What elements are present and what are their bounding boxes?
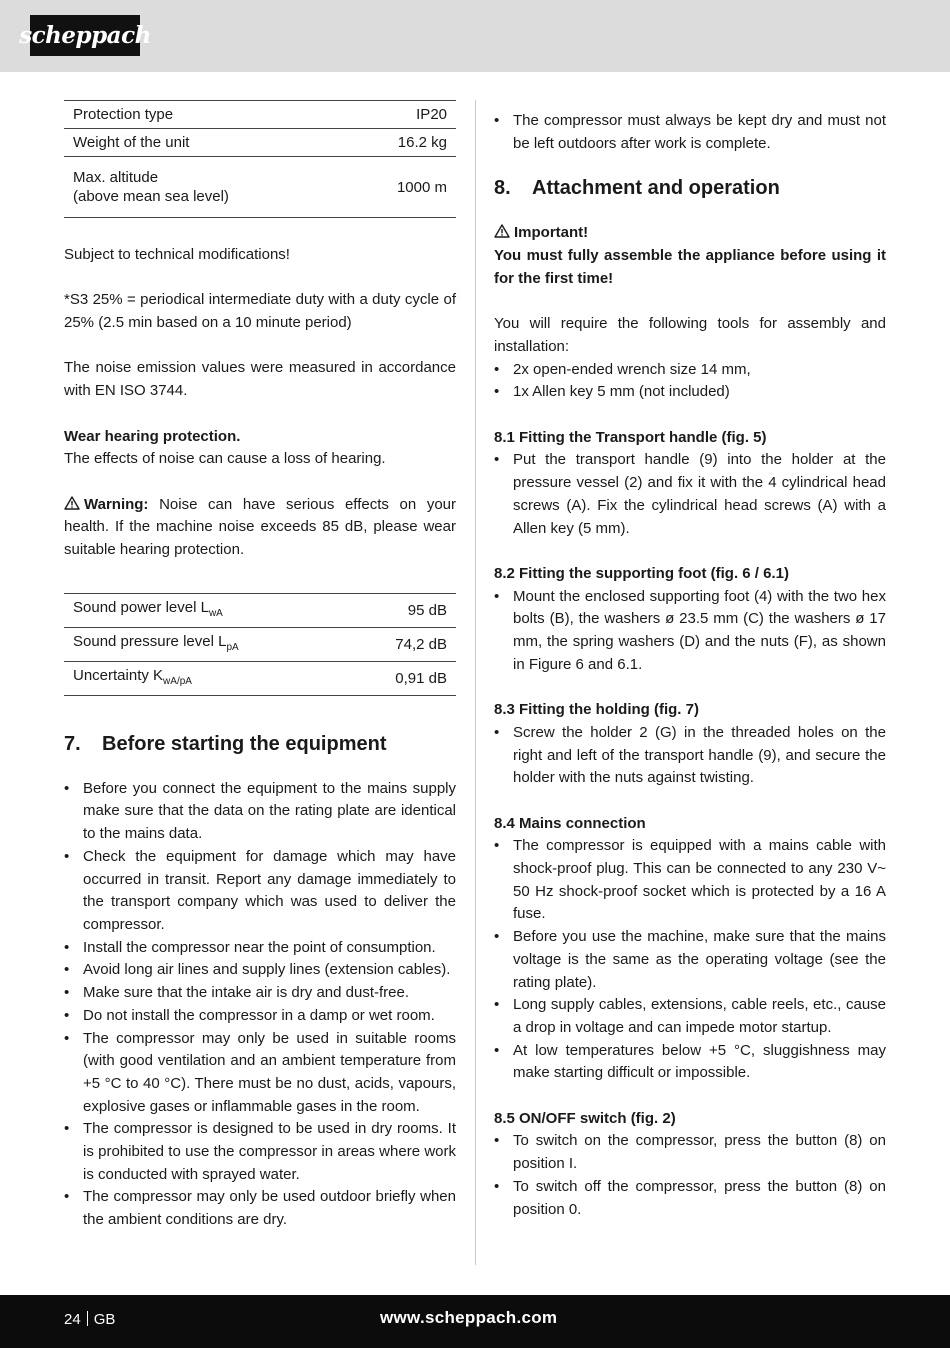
spec-label: [64, 157, 346, 218]
warning-triangle-icon: [494, 224, 510, 238]
scheppach-logo: scheppach: [30, 15, 140, 56]
important-text: You must fully assemble the appliance before using it for the first time!: [494, 247, 886, 287]
important-notice: [494, 222, 886, 245]
list-item: • Screw the holder 2 (G) in the threaded holes on the right and left of the transport handle (9), and secure the holder with the nuts against twisting.: [494, 722, 886, 790]
table-row: [64, 627, 456, 661]
list-item: • The compressor may only be used in suitable rooms (with good ventilation and an ambient temperature from +5 °C to 40 °C). There must be no dust, acids, vapours, explosive gases or inflammable gases in the room.: [64, 1028, 456, 1119]
section-title: Attachment and operation: [532, 177, 780, 200]
noise-measurement-note: The noise emission values were measured in accordance with EN ISO 3744.: [64, 359, 456, 400]
subsection-8-2-title: 8.2 Fitting the supporting foot (fig. 6 / 6.1): [494, 564, 789, 582]
list-item: • 2x open-ended wrench size 14 mm,: [494, 359, 886, 382]
subsection-8-3-title: 8.3 Fitting the holding (fig. 7): [494, 701, 699, 719]
section-number: 8.: [494, 177, 511, 200]
spec-label-line: (above mean sea level): [73, 188, 229, 205]
subsection-8-1-title: 8.1 Fitting the Transport handle (fig. 5): [494, 428, 767, 446]
list-item: • Check the equipment for damage which may have occurred in transit. Report any damage immediately to the transport company which was used to deliver the compressor.: [64, 846, 456, 937]
list-item: • 1x Allen key 5 mm (not included): [494, 381, 886, 404]
page-number: 24: [64, 1311, 81, 1328]
sound-label-subscript: wA/pA: [163, 675, 192, 687]
subsection-8-3-list: [494, 722, 886, 790]
page-header: [0, 0, 950, 72]
subsection-8-5-list: [494, 1130, 886, 1221]
dry-storage-list: [494, 110, 886, 155]
sound-label-subscript: wA: [208, 607, 223, 619]
left-column: [64, 100, 456, 1232]
sound-label: [64, 627, 348, 661]
sound-label-text: Sound power level L: [73, 598, 209, 616]
technical-data-table: [64, 100, 456, 218]
list-item: • To switch off the compressor, press the button (8) on position 0.: [494, 1176, 886, 1221]
technical-modifications-note: Subject to technical modifications!: [64, 246, 290, 263]
warning-label: Warning:: [84, 495, 149, 513]
section-title: Before starting the equipment: [102, 732, 387, 755]
subsection-8-4-title: 8.4 Mains connection: [494, 814, 646, 832]
subsection-8-2-list: [494, 586, 886, 677]
website-url: www.scheppach.com: [380, 1308, 558, 1327]
spec-value: 1000 m: [346, 157, 456, 218]
sound-values-table: [64, 593, 456, 696]
list-item: • Before you use the machine, make sure that the mains voltage is the same as the operating voltage (see the rating plate).: [494, 926, 886, 994]
hearing-protection-text: The effects of noise can cause a loss of hearing.: [64, 450, 386, 468]
list-item: • The compressor is designed to be used in dry rooms. It is prohibited to use the compressor in areas where work is conducted with sprayed water.: [64, 1118, 456, 1186]
spec-value: 16.2 kg: [346, 129, 456, 157]
subsection-8-4-list: [494, 835, 886, 1085]
warning-text: Noise can have serious effects on your health. If the machine noise exceeds 85 dB, please wear suitable hearing protection.: [64, 495, 456, 559]
section-8-heading: [494, 175, 886, 201]
list-item: • Put the transport handle (9) into the holder at the pressure vessel (2) and fix it with the 4 cylindrical head screws (A). Fix the cylindrical head screws (A) with a Allen key (5 mm).: [494, 449, 886, 540]
important-label: Important!: [514, 224, 589, 242]
warning-triangle-icon: [64, 496, 80, 510]
list-item: • Mount the enclosed supporting foot (4) with the two hex bolts (B), the washers ø 23.5 mm (C) the washers ø 17 mm, the spring washers (D) and the nuts (F), as shown in Figure 6 and 6.1.: [494, 586, 886, 677]
hearing-protection-title: Wear hearing protection.: [64, 427, 241, 445]
sound-label: [64, 661, 348, 695]
page-footer: [0, 1295, 950, 1348]
sound-label: [64, 593, 348, 627]
sound-value: 0,91 dB: [348, 661, 456, 695]
right-column: [494, 110, 886, 1221]
spec-label: Protection type: [73, 106, 174, 123]
column-divider: [475, 100, 476, 1265]
list-item: • Do not install the compressor in a damp or wet room.: [64, 1005, 456, 1028]
list-item: • Long supply cables, extensions, cable reels, etc., cause a drop in voltage and can impede motor startup.: [494, 994, 886, 1039]
footer-separator: [87, 1311, 88, 1326]
sound-label-text: Sound pressure level L: [73, 632, 227, 650]
section-7-heading: [64, 731, 456, 757]
spec-value: IP20: [416, 106, 447, 123]
language-code: GB: [93, 1311, 116, 1328]
tools-intro: You will require the following tools for assembly and installation:: [494, 315, 886, 355]
list-item: • The compressor may only be used outdoor briefly when the ambient conditions are dry.: [64, 1186, 456, 1231]
sound-label-subscript: pA: [226, 641, 239, 653]
spec-label: Weight of the unit: [64, 129, 346, 157]
noise-warning: [64, 494, 456, 562]
sound-label-text: Uncertainty K: [73, 666, 164, 684]
list-item: • The compressor is equipped with a mains cable with shock-proof plug. This can be connected to any 230 V~ 50 Hz shock-proof socket which is protected by a 16 A fuse.: [494, 835, 886, 926]
sound-value: 74,2 dB: [348, 627, 456, 661]
subsection-8-1-list: [494, 449, 886, 540]
tools-list: [494, 359, 886, 404]
list-item: • Make sure that the intake air is dry and dust-free.: [64, 982, 456, 1005]
section-number: 7.: [64, 732, 81, 755]
spec-label-line: Max. altitude: [73, 169, 159, 186]
list-item: • The compressor must always be kept dry and must not be left outdoors after work is complete.: [494, 110, 886, 155]
list-item: • Before you connect the equipment to the mains supply make sure that the data on the rating plate are identical to the mains data.: [64, 778, 456, 846]
table-row: [64, 101, 456, 129]
before-starting-list: [64, 778, 456, 1232]
table-row: [64, 129, 456, 157]
table-row: [64, 661, 456, 695]
page-info: [64, 1311, 115, 1328]
list-item: • Install the compressor near the point of consumption.: [64, 937, 456, 960]
subsection-8-5-title: 8.5 ON/OFF switch (fig. 2): [494, 1109, 676, 1127]
sound-value: 95 dB: [407, 601, 447, 619]
duty-cycle-note: *S3 25% = periodical intermediate duty with a duty cycle of 25% (2.5 min based on a 10 minute period): [64, 291, 456, 332]
list-item: • Avoid long air lines and supply lines (extension cables).: [64, 959, 456, 982]
list-item: • To switch on the compressor, press the button (8) on position I.: [494, 1130, 886, 1175]
list-item: • At low temperatures below +5 °C, sluggishness may make starting difficult or impossible.: [494, 1040, 886, 1085]
table-row: [64, 157, 456, 218]
table-row: [64, 593, 456, 627]
